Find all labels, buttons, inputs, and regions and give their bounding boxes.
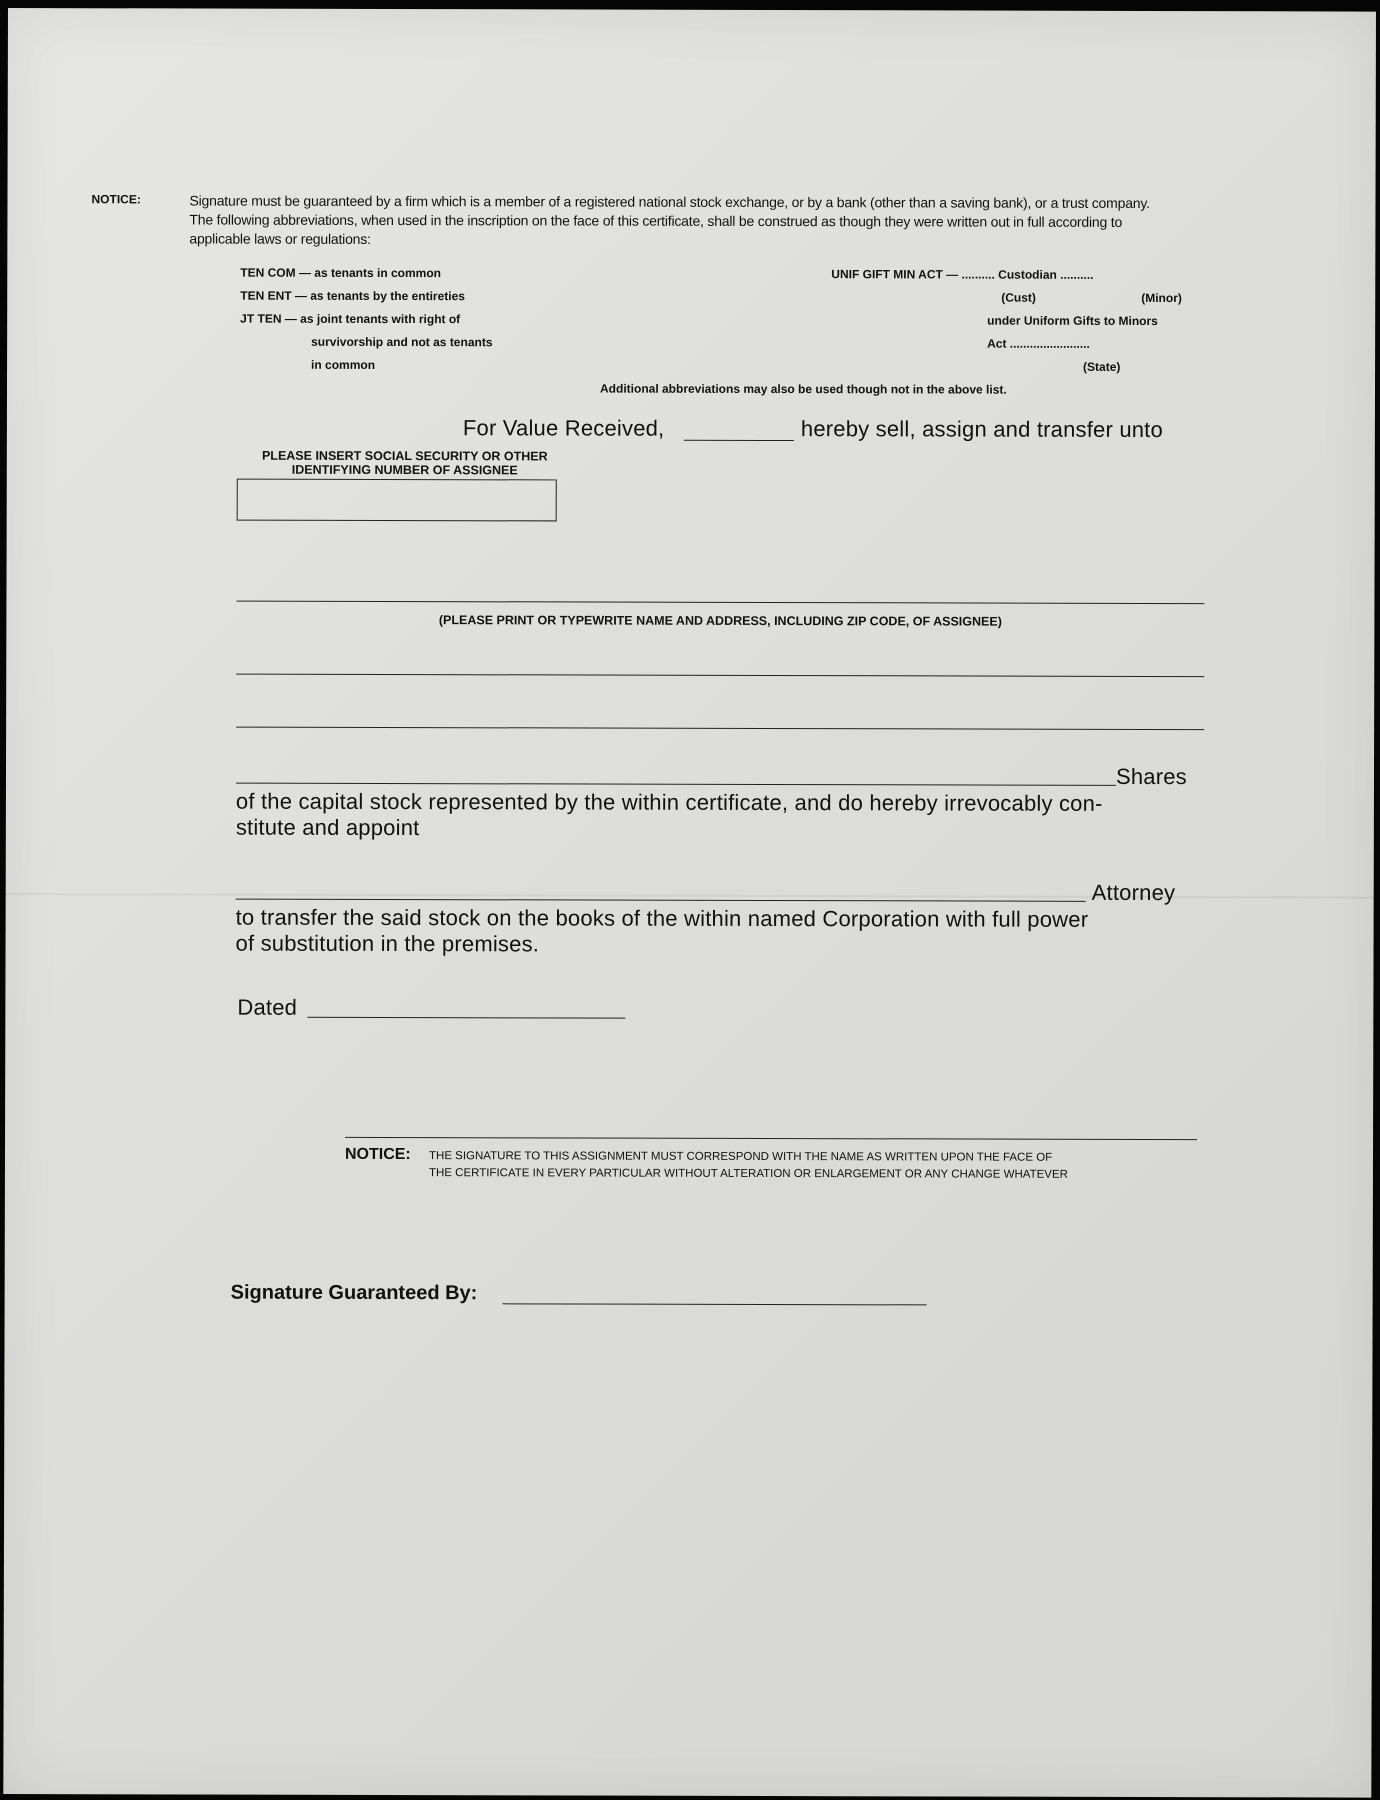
print-name-caption: (PLEASE PRINT OR TYPEWRITE NAME AND ADDRESS, INCLUDING ZIP CODE, OF ASSIGNEE)	[438, 613, 1002, 629]
hereby-sell-text: hereby sell, assign and transfer unto	[800, 416, 1163, 443]
assignee-address-line-2[interactable]	[236, 727, 1204, 731]
notice-bottom-line-1: THE SIGNATURE TO THIS ASSIGNMENT MUST CORRESPOND WITH THE NAME AS WRITTEN UPON THE FACE OF	[428, 1150, 1053, 1164]
owner-signature-line[interactable]	[345, 1137, 1197, 1140]
transfer-line-1: to transfer the said stock on the books of the within named Corporation with full power	[235, 904, 1089, 932]
abbr-additional: Additional abbreviations may also be used though not in the above list.	[599, 381, 1007, 397]
capital-stock-line-2: stitute and appoint	[235, 814, 420, 841]
notice-bottom-label: NOTICE:	[344, 1145, 411, 1164]
abbr-act: Act ........................	[987, 336, 1090, 351]
notice-line-1: Signature must be guaranteed by a firm which is a member of a registered national stock exchange, or by a bank (other than a saving bank), or a trust company.	[189, 192, 1150, 211]
ssn-input-box[interactable]	[237, 479, 557, 522]
notice-bottom-text	[429, 1148, 1068, 1184]
abbr-state: (State)	[1083, 359, 1121, 374]
capital-stock-text	[236, 789, 1216, 844]
assignee-name-line[interactable]	[236, 601, 1204, 605]
abbr-ten-ent: TEN ENT — as tenants by the entireties	[240, 288, 465, 304]
for-value-received: For Value Received,	[462, 415, 665, 441]
notice-label: NOTICE:	[91, 192, 141, 207]
notice-line-2: The following abbreviations, when used in the inscription on the face of this certificate, shall be construed as though they were written out in full according to	[189, 211, 1123, 230]
ssn-label-line-2: IDENTIFYING NUMBER OF ASSIGNEE	[291, 462, 518, 478]
abbr-unif-gift: UNIF GIFT MIN ACT — .......... Custodian ..........	[831, 267, 1094, 282]
attorney-line[interactable]	[236, 899, 1086, 902]
abbr-cust: (Cust)	[1001, 290, 1036, 305]
abbr-under-uniform: under Uniform Gifts to Minors	[987, 313, 1158, 329]
abbr-jt-ten-cont: survivorship and not as tenants	[311, 334, 493, 350]
abbr-jt-ten-cont-2: in common	[311, 357, 376, 372]
ssn-label-line-1: PLEASE INSERT SOCIAL SECURITY OR OTHER	[261, 448, 548, 464]
capital-stock-line-1: of the capital stock represented by the within certificate, and do hereby irrevocably con-	[235, 788, 1103, 816]
certificate-back-page	[3, 8, 1376, 1798]
ssn-label	[245, 449, 565, 478]
abbr-minor: (Minor)	[1141, 290, 1182, 306]
abbr-jt-ten: JT TEN — as joint tenants with right of	[240, 311, 461, 327]
dated-line[interactable]	[307, 1017, 625, 1019]
shares-line[interactable]	[236, 783, 1116, 786]
transfer-line-2: of substitution in the premises.	[235, 930, 540, 957]
assignee-address-line-1[interactable]	[236, 674, 1204, 678]
abbr-ten-com: TEN COM — as tenants in common	[240, 265, 442, 281]
transferor-blank[interactable]	[684, 440, 794, 441]
notice-bottom-line-2: THE CERTIFICATE IN EVERY PARTICULAR WITHOUT ALTERATION OR ENLARGEMENT OR ANY CHANGE WHATEVER	[428, 1167, 1068, 1181]
notice-text	[189, 191, 1249, 251]
dated-label: Dated	[237, 994, 298, 1020]
signature-guaranteed-label: Signature Guaranteed By:	[230, 1281, 478, 1305]
transfer-text	[236, 905, 1216, 960]
notice-line-3: applicable laws or regulations:	[189, 230, 371, 247]
signature-guaranteed-line[interactable]	[503, 1303, 927, 1305]
attorney-label: Attorney	[1091, 879, 1176, 906]
shares-label: Shares	[1115, 763, 1187, 790]
